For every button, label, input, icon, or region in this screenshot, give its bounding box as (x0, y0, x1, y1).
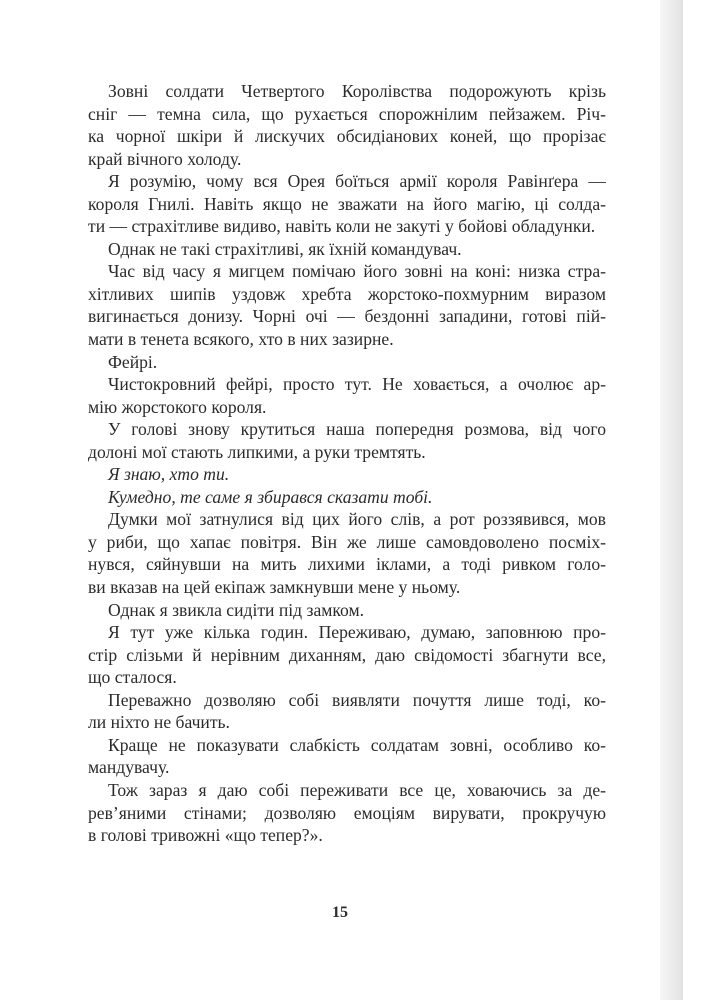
text-line: мати в тенета всякого, хто в них зазирне. (88, 329, 394, 350)
text-line: Однак я звикла сидіти під замком. (108, 599, 365, 620)
paragraph (88, 351, 606, 374)
text-line: Я тут уже кілька годин. Переживаю, думаю, заповнюю про- (108, 622, 606, 643)
text-line: мандувачу. (88, 757, 170, 778)
text-line: в голові тривожні «що тепер?». (88, 825, 323, 846)
text-line: вигинається донизу. Чорні очі — бездонні западини, готові пій- (88, 306, 606, 327)
text-line: короля Гнилі. Навіть якщо не зважати на його магію, ці солда- (88, 193, 606, 214)
text-line: Кумедно, те саме я збирався сказати тобі. (108, 486, 433, 507)
text-line: Краще не показувати слабкість солдатам зовні, особливо ко- (108, 734, 606, 755)
text-line: стір слізьми й нерівним диханням, даю свідомості збагнути все, (88, 644, 606, 665)
paragraph (88, 621, 606, 689)
text-line: долоні мої стають липкими, а руки тремтять. (88, 441, 426, 462)
text-line: що сталося. (88, 667, 177, 688)
text-line: Думки мої затнулися від цих його слів, а рот роззявився, мов (108, 509, 606, 530)
paragraph (88, 80, 606, 170)
text-line: хітливих шипів уздовж хребта жорстоко-похмурним виразом (88, 283, 606, 304)
text-line: Чистокровний фейрі, просто тут. Не ховається, а очолює ар- (108, 374, 606, 395)
text-line: Час від часу я мигцем помічаю його зовні на коні: низка стра- (108, 261, 606, 282)
text-line: ти — страхітливе видиво, навіть коли не закуті у бойові обладунки. (88, 216, 596, 237)
text-line: сніг — темна сила, що рухається спорожнілим пейзажем. Річ- (88, 103, 606, 124)
paragraph (88, 689, 606, 734)
text-line: ка чорної шкіри й лискучих обсидіанових коней, що прорізає (88, 126, 606, 147)
text-line: Я знаю, хто ти. (108, 464, 230, 485)
text-line: ви вказав на цей екіпаж замкнувши мене у ньому. (88, 577, 461, 598)
page-edge-shadow (660, 0, 683, 1000)
text-line: Переважно дозволяю собі виявляти почуття лише тоді, ко- (108, 689, 606, 710)
text-line: Зовні солдати Четвертого Королівства подорожують крізь (108, 81, 606, 101)
paragraph (88, 418, 606, 463)
text-line: Я розумію, чому вся Орея боїться армії короля Равінґера — (108, 171, 606, 192)
paragraph (88, 260, 606, 350)
paragraph (88, 238, 606, 261)
text-line: рев’яними стінами; дозволяю емоціям вирувати, прокручую (88, 802, 606, 823)
paragraph (88, 508, 606, 598)
text-line: край вічного холоду. (88, 148, 242, 169)
text-line: Фейрі. (108, 351, 158, 372)
text-line: Тож зараз я даю собі переживати все це, ховаючись за де- (108, 779, 606, 800)
book-page-text (88, 80, 606, 847)
text-line: мію жорстокого короля. (88, 396, 267, 417)
page-number: 15 (332, 904, 348, 921)
text-line: У голові знову крутиться наша попередня розмова, від чого (108, 419, 606, 440)
paragraph (88, 486, 606, 509)
paragraph (88, 170, 606, 238)
text-line: нувся, сяйнувши на мить лихими іклами, а тоді ривком голо- (88, 554, 606, 575)
paragraph (88, 463, 606, 486)
text-line: Однак не такі страхітливі, як їхній командувач. (108, 238, 462, 259)
paragraph (88, 779, 606, 847)
text-line: ли ніхто не бачить. (88, 712, 230, 733)
paragraph (88, 599, 606, 622)
paragraph (88, 373, 606, 418)
paragraph (88, 734, 606, 779)
text-line: у риби, що хапає повітря. Він же лише самовдоволено посміх- (88, 531, 606, 552)
